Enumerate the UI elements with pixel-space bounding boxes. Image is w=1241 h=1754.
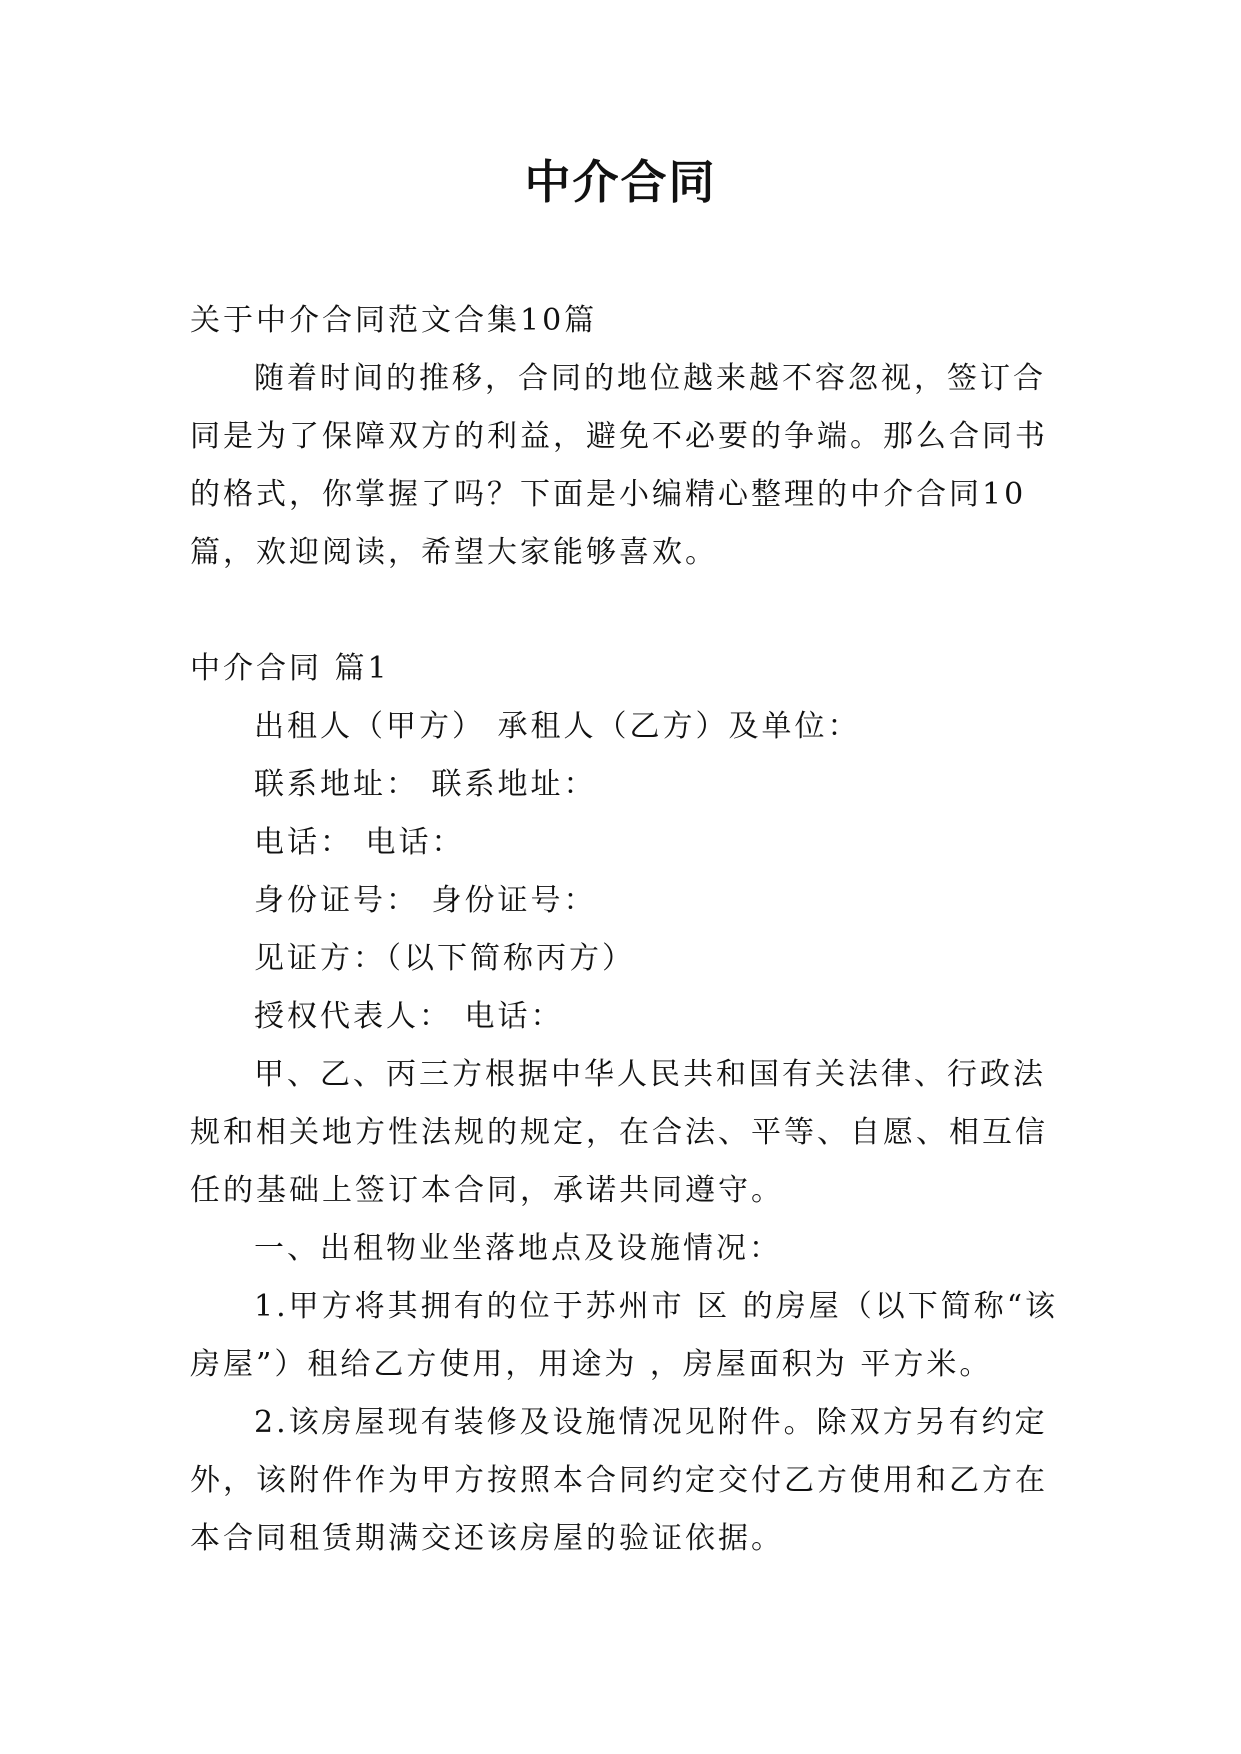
party-line-id-number: 身份证号： 身份证号： [254, 883, 597, 918]
agreement-paragraph: 甲、乙、丙三方根据中华人民共和国有关法律、行政法规和相关地方性法规的规定，在合法、平等、自愿、相互信任的基础上签订本合同，承诺共同遵守。 [190, 1057, 1048, 1208]
party-line-phone: 电话： 电话： [254, 825, 465, 860]
party-line-address: 联系地址： 联系地址： [254, 767, 597, 802]
clause-1-item-2: 2.该房屋现有装修及设施情况见附件。除双方另有约定外，该附件作为甲方按照本合同约定交付乙方使用和乙方在本合同租赁期满交还该房屋的验证依据。 [190, 1405, 1048, 1556]
party-line-witness: 见证方：（以下简称丙方） [254, 941, 635, 976]
party-line-representative: 授权代表人： 电话： [254, 999, 564, 1034]
intro-paragraph: 随着时间的推移，合同的地位越来越不容忽视，签订合同是为了保障双方的利益，避免不必要的争端。那么合同书的格式，你掌握了吗？下面是小编精心整理的中介合同10篇，欢迎阅读，希望大家能够喜欢。 [190, 361, 1048, 570]
clause-1-heading: 一、出租物业坐落地点及设施情况： [254, 1231, 782, 1266]
section-spacer [190, 582, 1060, 640]
section-heading: 中介合同 篇1 [190, 651, 390, 686]
clause-1-item-1: 1.甲方将其拥有的位于苏州市 区 的房屋（以下简称“该房屋”）租给乙方使用，用途为 ，房屋面积为 平方米。 [190, 1289, 1059, 1382]
party-line-lessor-lessee: 出租人（甲方） 承租人（乙方）及单位： [254, 709, 861, 744]
document-title: 中介合同 [524, 155, 717, 209]
document-body [190, 292, 1060, 1568]
collection-subtitle: 关于中介合同范文合集10篇 [190, 303, 598, 338]
